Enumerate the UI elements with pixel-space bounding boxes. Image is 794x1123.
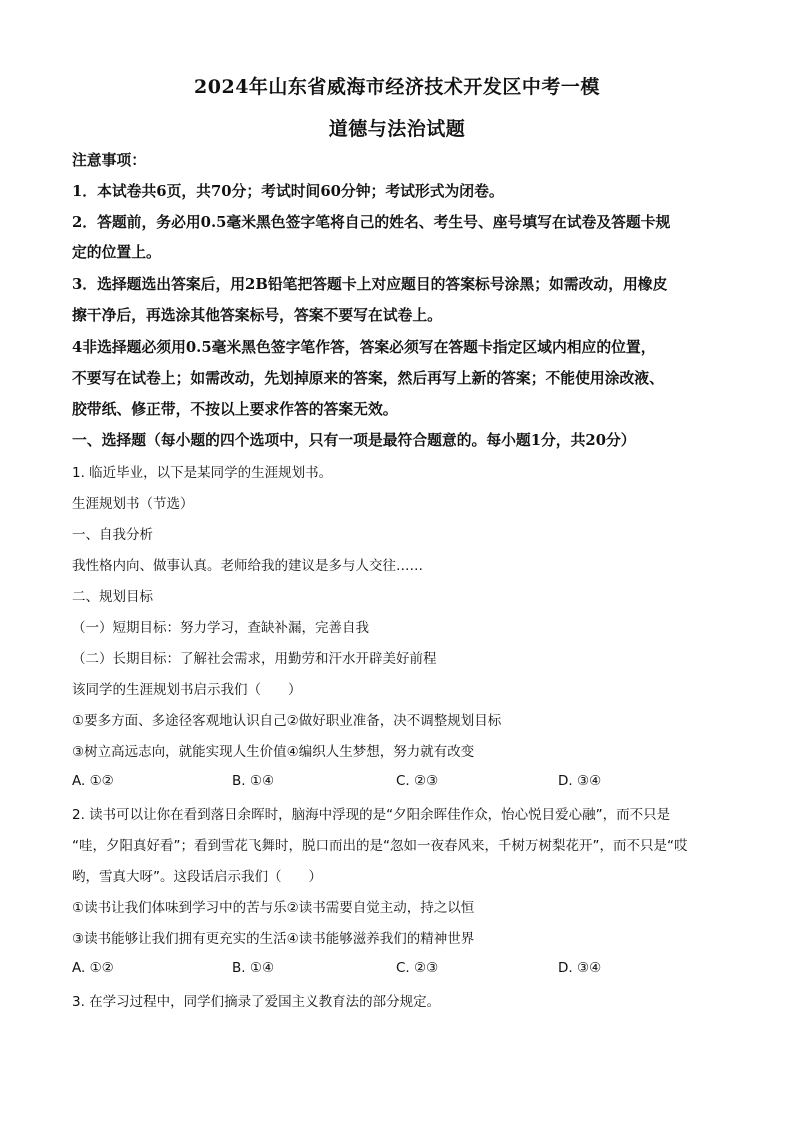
option-b: B. ①④ xyxy=(232,960,275,976)
notice-line: 1．本试卷共6页，共70分；考试时间60分钟；考试形式为闭卷。 xyxy=(72,183,504,200)
question-2-statements: ①读书让我们体味到学习中的苦与乐②读书需要自觉主动，持之以恒 xyxy=(72,900,475,916)
option-a: A. ①② xyxy=(72,960,114,976)
option-d: D. ③④ xyxy=(558,773,602,789)
plan-goal-short: （一）短期目标：努力学习，查缺补漏，完善自我 xyxy=(72,620,369,636)
notice-line: 3．选择题选出答案后，用2B铅笔把答题卡上对应题目的答案标号涂黑；如需改动，用橡皮 xyxy=(72,276,668,293)
section-heading: 一、选择题（每小题的四个选项中，只有一项是最符合题意的。每小题1分，共20分） xyxy=(72,432,636,449)
notice-line: 擦干净后，再选涂其他答案标号，答案不要写在试卷上。 xyxy=(72,307,442,324)
notice-line: 定的位置上。 xyxy=(72,244,161,261)
question-1-statements: ③树立高远志向，就能实现人生价值④编织人生梦想，努力就有改变 xyxy=(72,744,475,760)
notice-heading: 注意事项： xyxy=(72,152,146,169)
option-a: A. ①② xyxy=(72,773,114,789)
plan-goal-long: （二）长期目标：了解社会需求，用勤劳和汗水开辟美好前程 xyxy=(72,651,437,667)
plan-part-text: 我性格内向、做事认真。老师给我的建议是多与人交往…… xyxy=(72,558,423,574)
option-c: C. ②③ xyxy=(396,773,439,789)
question-2-stem: 2. 读书可以让你在看到落日余晖时，脑海中浮现的是“夕阳余晖佳作众，怡心悦目爱心融”，而不只是 xyxy=(72,807,671,823)
plan-part-heading: 二、规划目标 xyxy=(72,589,153,605)
question-2-stem: 哟，雪真大呀”。这段话启示我们（ ） xyxy=(72,869,322,885)
question-2-statements: ③读书能够让我们拥有更充实的生活④读书能够滋养我们的精神世界 xyxy=(72,931,475,947)
exam-subject: 道德与法治试题 xyxy=(328,118,466,140)
notice-line: 不要写在试卷上；如需改动，先划掉原来的答案，然后再写上新的答案；不能使用涂改液、 xyxy=(72,370,664,387)
notice-line: 2．答题前，务必用0.5毫米黑色签字笔将自己的姓名、考生号、座号填写在试卷及答题卡规 xyxy=(72,214,671,231)
option-d: D. ③④ xyxy=(558,960,602,976)
plan-title: 生涯规划书（节选） xyxy=(72,496,194,512)
option-c: C. ②③ xyxy=(396,960,439,976)
question-2-stem: “哇，夕阳真好看”；看到雪花飞舞时，脱口而出的是“忽如一夜春风来，千树万树梨花开”，而不只是“哎 xyxy=(72,838,688,854)
question-3-stem: 3. 在学习过程中，同学们摘录了爱国主义教育法的部分规定。 xyxy=(72,994,441,1010)
question-1-stem: 1. 临近毕业，以下是某同学的生涯规划书。 xyxy=(72,465,333,481)
option-b: B. ①④ xyxy=(232,773,275,789)
plan-part-heading: 一、自我分析 xyxy=(72,527,153,543)
question-1-statements: ①要多方面、多途径客观地认识自己②做好职业准备，决不调整规划目标 xyxy=(72,713,502,729)
exam-title: 2024年山东省威海市经济技术开发区中考一模 xyxy=(194,76,600,98)
notice-line: 胶带纸、修正带，不按以上要求作答的答案无效。 xyxy=(72,401,398,418)
question-1-prompt: 该同学的生涯规划书启示我们（ ） xyxy=(72,682,302,698)
notice-line: 4非选择题必须用0.5毫米黑色签字笔作答，答案必须写在答题卡指定区域内相应的位置， xyxy=(72,339,656,356)
question-1-options xyxy=(72,773,732,793)
question-2-options xyxy=(72,960,732,980)
